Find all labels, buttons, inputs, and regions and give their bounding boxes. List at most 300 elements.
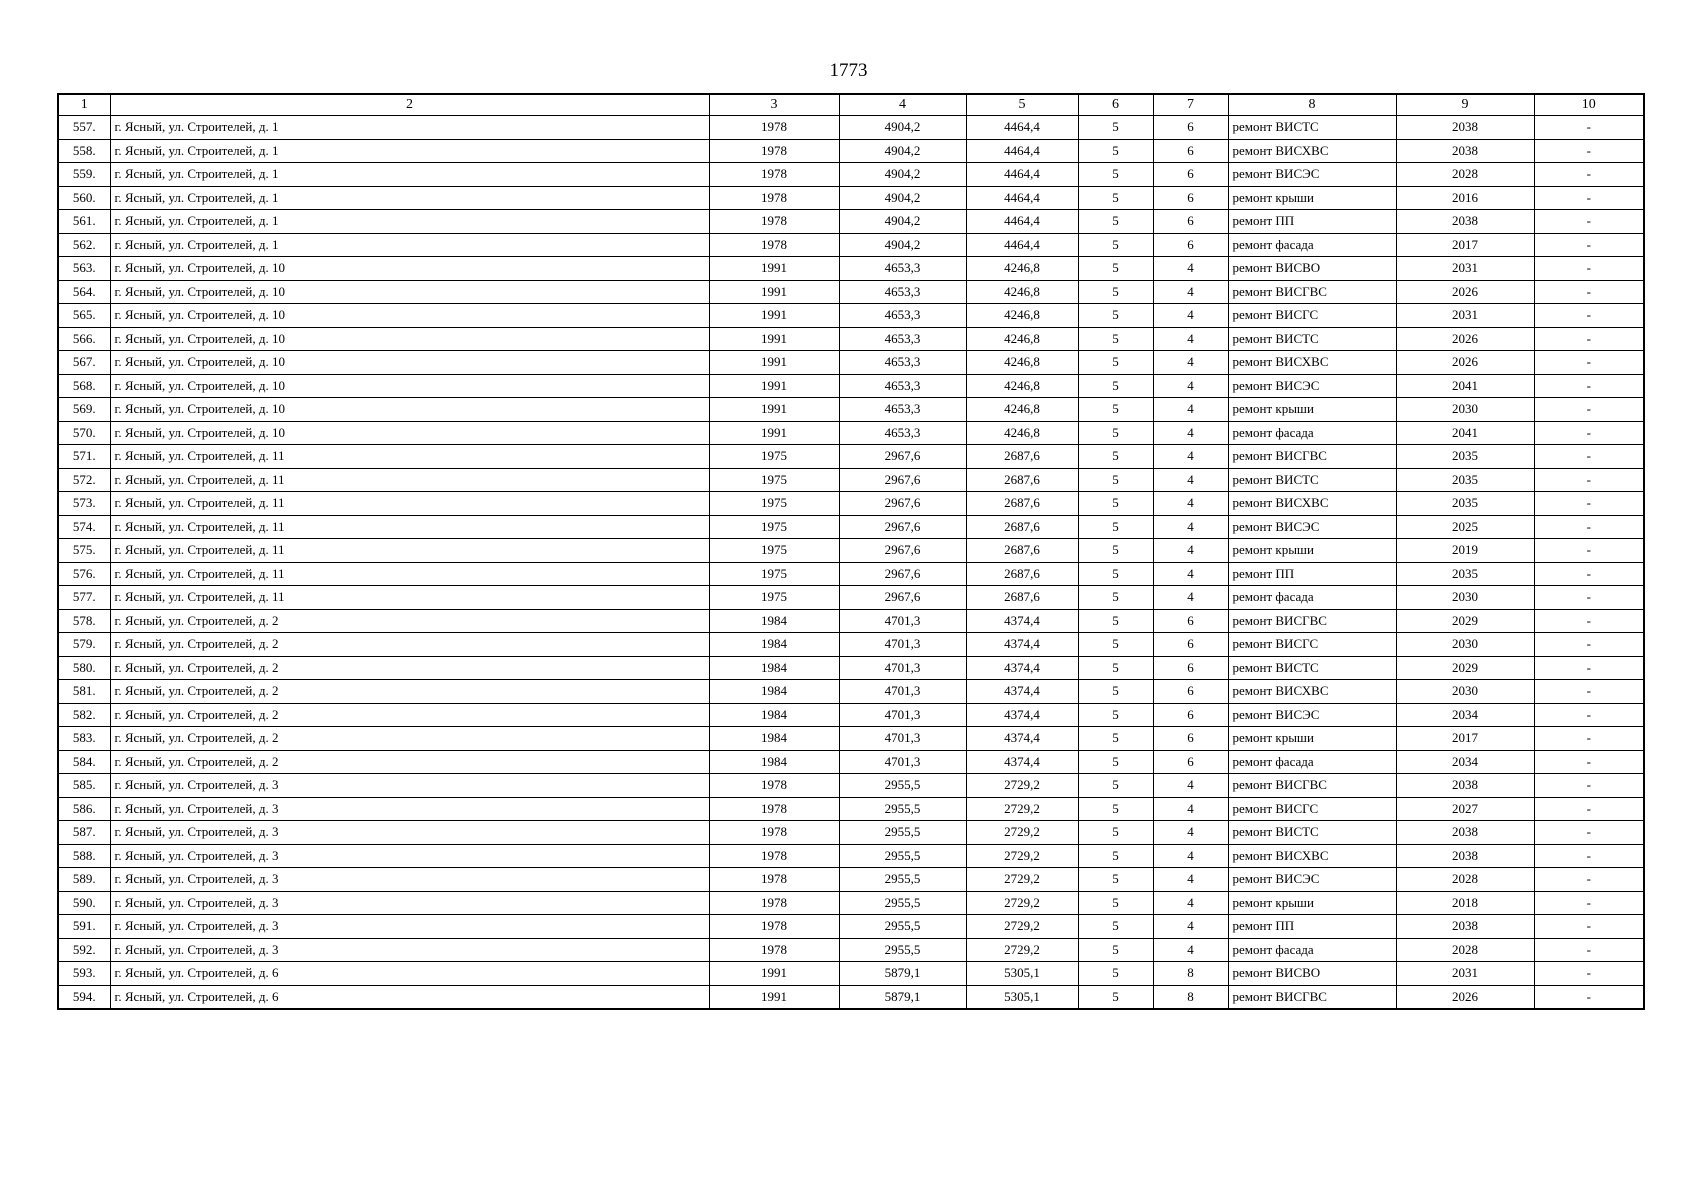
cell-total-area: 2967,6 xyxy=(839,562,966,586)
table-row xyxy=(58,468,1644,492)
cell-planned-year: 2029 xyxy=(1396,609,1534,633)
cell-entrances: 6 xyxy=(1153,750,1228,774)
cell-entrances: 6 xyxy=(1153,186,1228,210)
cell-entrances: 4 xyxy=(1153,868,1228,892)
cell-address: г. Ясный, ул. Строителей, д. 11 xyxy=(110,562,709,586)
cell-entrances: 6 xyxy=(1153,233,1228,257)
table-row xyxy=(58,233,1644,257)
cell-total-area: 2967,6 xyxy=(839,515,966,539)
cell-planned-year: 2025 xyxy=(1396,515,1534,539)
cell-work-type: ремонт ВИСГС xyxy=(1228,797,1396,821)
cell-total-area: 4653,3 xyxy=(839,280,966,304)
cell-row-number: 578. xyxy=(58,609,110,633)
cell-living-area: 2687,6 xyxy=(966,562,1078,586)
table-row xyxy=(58,186,1644,210)
cell-planned-year: 2026 xyxy=(1396,280,1534,304)
table-row xyxy=(58,539,1644,563)
cell-row-number: 558. xyxy=(58,139,110,163)
cell-living-area: 4464,4 xyxy=(966,139,1078,163)
cell-floors: 5 xyxy=(1078,210,1153,234)
cell-floors: 5 xyxy=(1078,539,1153,563)
table-row xyxy=(58,163,1644,187)
cell-entrances: 8 xyxy=(1153,985,1228,1009)
cell-living-area: 4464,4 xyxy=(966,210,1078,234)
cell-floors: 5 xyxy=(1078,515,1153,539)
table-row xyxy=(58,985,1644,1009)
cell-planned-year: 2031 xyxy=(1396,257,1534,281)
cell-note: - xyxy=(1534,868,1644,892)
cell-row-number: 577. xyxy=(58,586,110,610)
cell-work-type: ремонт фасада xyxy=(1228,233,1396,257)
cell-living-area: 2729,2 xyxy=(966,774,1078,798)
cell-row-number: 585. xyxy=(58,774,110,798)
cell-planned-year: 2035 xyxy=(1396,468,1534,492)
table-row xyxy=(58,962,1644,986)
cell-entrances: 4 xyxy=(1153,891,1228,915)
cell-year-built: 1978 xyxy=(709,774,839,798)
cell-floors: 5 xyxy=(1078,421,1153,445)
cell-work-type: ремонт ВИСТС xyxy=(1228,327,1396,351)
cell-address: г. Ясный, ул. Строителей, д. 2 xyxy=(110,750,709,774)
cell-total-area: 4701,3 xyxy=(839,656,966,680)
cell-total-area: 4653,3 xyxy=(839,398,966,422)
column-header: 1 xyxy=(58,94,110,116)
cell-year-built: 1991 xyxy=(709,257,839,281)
cell-floors: 5 xyxy=(1078,680,1153,704)
cell-total-area: 4701,3 xyxy=(839,609,966,633)
cell-note: - xyxy=(1534,515,1644,539)
cell-year-built: 1978 xyxy=(709,821,839,845)
cell-row-number: 594. xyxy=(58,985,110,1009)
cell-year-built: 1991 xyxy=(709,398,839,422)
cell-floors: 5 xyxy=(1078,468,1153,492)
column-header: 4 xyxy=(839,94,966,116)
table-row xyxy=(58,774,1644,798)
cell-year-built: 1978 xyxy=(709,868,839,892)
cell-living-area: 5305,1 xyxy=(966,985,1078,1009)
cell-floors: 5 xyxy=(1078,821,1153,845)
cell-row-number: 587. xyxy=(58,821,110,845)
cell-year-built: 1975 xyxy=(709,468,839,492)
cell-note: - xyxy=(1534,374,1644,398)
cell-year-built: 1978 xyxy=(709,797,839,821)
cell-entrances: 4 xyxy=(1153,586,1228,610)
cell-note: - xyxy=(1534,562,1644,586)
cell-note: - xyxy=(1534,468,1644,492)
cell-address: г. Ясный, ул. Строителей, д. 11 xyxy=(110,445,709,469)
cell-note: - xyxy=(1534,727,1644,751)
cell-note: - xyxy=(1534,821,1644,845)
cell-row-number: 557. xyxy=(58,116,110,140)
cell-note: - xyxy=(1534,304,1644,328)
cell-planned-year: 2038 xyxy=(1396,774,1534,798)
cell-address: г. Ясный, ул. Строителей, д. 1 xyxy=(110,116,709,140)
cell-living-area: 4246,8 xyxy=(966,421,1078,445)
cell-row-number: 588. xyxy=(58,844,110,868)
cell-floors: 5 xyxy=(1078,280,1153,304)
cell-living-area: 2729,2 xyxy=(966,821,1078,845)
table-row xyxy=(58,656,1644,680)
cell-planned-year: 2030 xyxy=(1396,398,1534,422)
cell-living-area: 2687,6 xyxy=(966,515,1078,539)
cell-work-type: ремонт ВИСТС xyxy=(1228,468,1396,492)
cell-floors: 5 xyxy=(1078,374,1153,398)
cell-living-area: 4374,4 xyxy=(966,727,1078,751)
cell-planned-year: 2027 xyxy=(1396,797,1534,821)
cell-address: г. Ясный, ул. Строителей, д. 11 xyxy=(110,492,709,516)
cell-entrances: 4 xyxy=(1153,797,1228,821)
table-row xyxy=(58,680,1644,704)
table-row xyxy=(58,633,1644,657)
cell-total-area: 2955,5 xyxy=(839,821,966,845)
cell-address: г. Ясный, ул. Строителей, д. 10 xyxy=(110,398,709,422)
cell-note: - xyxy=(1534,139,1644,163)
cell-planned-year: 2034 xyxy=(1396,750,1534,774)
cell-year-built: 1975 xyxy=(709,445,839,469)
table-row xyxy=(58,257,1644,281)
cell-row-number: 575. xyxy=(58,539,110,563)
cell-note: - xyxy=(1534,257,1644,281)
cell-entrances: 4 xyxy=(1153,304,1228,328)
cell-entrances: 4 xyxy=(1153,421,1228,445)
cell-entrances: 6 xyxy=(1153,609,1228,633)
cell-total-area: 2967,6 xyxy=(839,445,966,469)
cell-total-area: 2967,6 xyxy=(839,586,966,610)
cell-living-area: 4464,4 xyxy=(966,233,1078,257)
cell-entrances: 4 xyxy=(1153,821,1228,845)
cell-floors: 5 xyxy=(1078,257,1153,281)
column-header: 7 xyxy=(1153,94,1228,116)
cell-work-type: ремонт ВИСГВС xyxy=(1228,774,1396,798)
cell-floors: 5 xyxy=(1078,163,1153,187)
cell-total-area: 4904,2 xyxy=(839,116,966,140)
cell-total-area: 4904,2 xyxy=(839,139,966,163)
table-row xyxy=(58,938,1644,962)
cell-row-number: 566. xyxy=(58,327,110,351)
cell-work-type: ремонт ВИСЭС xyxy=(1228,515,1396,539)
cell-year-built: 1984 xyxy=(709,703,839,727)
cell-entrances: 6 xyxy=(1153,116,1228,140)
cell-work-type: ремонт ВИСГС xyxy=(1228,304,1396,328)
cell-note: - xyxy=(1534,703,1644,727)
cell-entrances: 4 xyxy=(1153,445,1228,469)
cell-address: г. Ясный, ул. Строителей, д. 11 xyxy=(110,539,709,563)
cell-living-area: 2729,2 xyxy=(966,844,1078,868)
cell-planned-year: 2030 xyxy=(1396,633,1534,657)
cell-entrances: 4 xyxy=(1153,539,1228,563)
cell-planned-year: 2035 xyxy=(1396,492,1534,516)
cell-floors: 5 xyxy=(1078,915,1153,939)
cell-entrances: 4 xyxy=(1153,327,1228,351)
cell-floors: 5 xyxy=(1078,139,1153,163)
cell-address: г. Ясный, ул. Строителей, д. 3 xyxy=(110,797,709,821)
cell-work-type: ремонт ВИСВО xyxy=(1228,257,1396,281)
cell-total-area: 4701,3 xyxy=(839,703,966,727)
cell-floors: 5 xyxy=(1078,844,1153,868)
cell-year-built: 1978 xyxy=(709,210,839,234)
cell-address: г. Ясный, ул. Строителей, д. 11 xyxy=(110,586,709,610)
cell-planned-year: 2030 xyxy=(1396,586,1534,610)
cell-year-built: 1991 xyxy=(709,280,839,304)
cell-work-type: ремонт ВИСХВС xyxy=(1228,139,1396,163)
cell-note: - xyxy=(1534,327,1644,351)
cell-living-area: 4246,8 xyxy=(966,304,1078,328)
cell-entrances: 4 xyxy=(1153,257,1228,281)
cell-row-number: 579. xyxy=(58,633,110,657)
cell-row-number: 572. xyxy=(58,468,110,492)
cell-work-type: ремонт ВИСЭС xyxy=(1228,868,1396,892)
cell-row-number: 568. xyxy=(58,374,110,398)
cell-total-area: 4904,2 xyxy=(839,233,966,257)
cell-work-type: ремонт ПП xyxy=(1228,915,1396,939)
cell-address: г. Ясный, ул. Строителей, д. 10 xyxy=(110,327,709,351)
cell-address: г. Ясный, ул. Строителей, д. 10 xyxy=(110,257,709,281)
cell-row-number: 576. xyxy=(58,562,110,586)
cell-total-area: 4653,3 xyxy=(839,374,966,398)
cell-row-number: 591. xyxy=(58,915,110,939)
cell-work-type: ремонт фасада xyxy=(1228,938,1396,962)
cell-floors: 5 xyxy=(1078,703,1153,727)
cell-address: г. Ясный, ул. Строителей, д. 11 xyxy=(110,468,709,492)
cell-floors: 5 xyxy=(1078,586,1153,610)
cell-total-area: 5879,1 xyxy=(839,962,966,986)
cell-entrances: 4 xyxy=(1153,492,1228,516)
table-row xyxy=(58,280,1644,304)
cell-year-built: 1975 xyxy=(709,515,839,539)
cell-address: г. Ясный, ул. Строителей, д. 2 xyxy=(110,633,709,657)
page-number: 1773 xyxy=(829,60,868,81)
cell-address: г. Ясный, ул. Строителей, д. 10 xyxy=(110,374,709,398)
cell-living-area: 4246,8 xyxy=(966,374,1078,398)
cell-entrances: 6 xyxy=(1153,139,1228,163)
table-row xyxy=(58,797,1644,821)
cell-entrances: 4 xyxy=(1153,280,1228,304)
cell-total-area: 4653,3 xyxy=(839,304,966,328)
cell-floors: 5 xyxy=(1078,633,1153,657)
cell-work-type: ремонт крыши xyxy=(1228,398,1396,422)
cell-planned-year: 2016 xyxy=(1396,186,1534,210)
cell-note: - xyxy=(1534,797,1644,821)
cell-address: г. Ясный, ул. Строителей, д. 3 xyxy=(110,915,709,939)
cell-year-built: 1991 xyxy=(709,421,839,445)
cell-work-type: ремонт ВИСХВС xyxy=(1228,844,1396,868)
cell-floors: 5 xyxy=(1078,186,1153,210)
cell-address: г. Ясный, ул. Строителей, д. 1 xyxy=(110,233,709,257)
cell-address: г. Ясный, ул. Строителей, д. 11 xyxy=(110,515,709,539)
table-row xyxy=(58,703,1644,727)
cell-address: г. Ясный, ул. Строителей, д. 2 xyxy=(110,680,709,704)
cell-address: г. Ясный, ул. Строителей, д. 10 xyxy=(110,421,709,445)
cell-total-area: 2967,6 xyxy=(839,539,966,563)
cell-work-type: ремонт ВИСЭС xyxy=(1228,163,1396,187)
cell-row-number: 581. xyxy=(58,680,110,704)
cell-living-area: 4246,8 xyxy=(966,327,1078,351)
table-row xyxy=(58,445,1644,469)
cell-planned-year: 2038 xyxy=(1396,844,1534,868)
cell-planned-year: 2018 xyxy=(1396,891,1534,915)
cell-year-built: 1978 xyxy=(709,116,839,140)
cell-floors: 5 xyxy=(1078,962,1153,986)
column-header: 2 xyxy=(110,94,709,116)
cell-address: г. Ясный, ул. Строителей, д. 3 xyxy=(110,938,709,962)
cell-total-area: 2955,5 xyxy=(839,915,966,939)
cell-entrances: 8 xyxy=(1153,962,1228,986)
cell-total-area: 2955,5 xyxy=(839,844,966,868)
cell-year-built: 1984 xyxy=(709,750,839,774)
table-row xyxy=(58,562,1644,586)
cell-row-number: 560. xyxy=(58,186,110,210)
cell-row-number: 569. xyxy=(58,398,110,422)
cell-entrances: 4 xyxy=(1153,351,1228,375)
cell-planned-year: 2038 xyxy=(1396,821,1534,845)
cell-total-area: 4653,3 xyxy=(839,257,966,281)
table-row xyxy=(58,821,1644,845)
cell-year-built: 1978 xyxy=(709,233,839,257)
cell-work-type: ремонт ВИСЭС xyxy=(1228,374,1396,398)
cell-note: - xyxy=(1534,750,1644,774)
cell-living-area: 4246,8 xyxy=(966,257,1078,281)
cell-planned-year: 2041 xyxy=(1396,421,1534,445)
table-row xyxy=(58,727,1644,751)
cell-total-area: 5879,1 xyxy=(839,985,966,1009)
cell-address: г. Ясный, ул. Строителей, д. 3 xyxy=(110,868,709,892)
cell-total-area: 4904,2 xyxy=(839,163,966,187)
cell-work-type: ремонт фасада xyxy=(1228,750,1396,774)
cell-total-area: 4701,3 xyxy=(839,680,966,704)
cell-work-type: ремонт ПП xyxy=(1228,562,1396,586)
cell-row-number: 562. xyxy=(58,233,110,257)
cell-entrances: 6 xyxy=(1153,703,1228,727)
cell-note: - xyxy=(1534,163,1644,187)
table-row xyxy=(58,891,1644,915)
cell-living-area: 2687,6 xyxy=(966,539,1078,563)
cell-work-type: ремонт ВИСГВС xyxy=(1228,445,1396,469)
cell-year-built: 1978 xyxy=(709,915,839,939)
cell-planned-year: 2026 xyxy=(1396,327,1534,351)
cell-note: - xyxy=(1534,351,1644,375)
cell-address: г. Ясный, ул. Строителей, д. 6 xyxy=(110,962,709,986)
cell-entrances: 4 xyxy=(1153,398,1228,422)
cell-floors: 5 xyxy=(1078,327,1153,351)
table-row xyxy=(58,750,1644,774)
cell-row-number: 593. xyxy=(58,962,110,986)
cell-work-type: ремонт ВИСХВС xyxy=(1228,492,1396,516)
table-body xyxy=(58,116,1644,1009)
cell-address: г. Ясный, ул. Строителей, д. 1 xyxy=(110,139,709,163)
cell-work-type: ремонт ВИСХВС xyxy=(1228,680,1396,704)
cell-entrances: 6 xyxy=(1153,656,1228,680)
cell-year-built: 1975 xyxy=(709,539,839,563)
cell-year-built: 1975 xyxy=(709,562,839,586)
cell-entrances: 4 xyxy=(1153,774,1228,798)
cell-address: г. Ясный, ул. Строителей, д. 6 xyxy=(110,985,709,1009)
cell-work-type: ремонт ВИСЭС xyxy=(1228,703,1396,727)
cell-living-area: 4374,4 xyxy=(966,609,1078,633)
cell-planned-year: 2028 xyxy=(1396,868,1534,892)
table-row xyxy=(58,586,1644,610)
cell-living-area: 2729,2 xyxy=(966,938,1078,962)
cell-note: - xyxy=(1534,586,1644,610)
cell-floors: 5 xyxy=(1078,351,1153,375)
cell-planned-year: 2041 xyxy=(1396,374,1534,398)
cell-row-number: 574. xyxy=(58,515,110,539)
cell-year-built: 1991 xyxy=(709,985,839,1009)
cell-address: г. Ясный, ул. Строителей, д. 2 xyxy=(110,703,709,727)
cell-row-number: 573. xyxy=(58,492,110,516)
cell-row-number: 559. xyxy=(58,163,110,187)
cell-note: - xyxy=(1534,398,1644,422)
cell-planned-year: 2030 xyxy=(1396,680,1534,704)
cell-entrances: 4 xyxy=(1153,562,1228,586)
cell-living-area: 4374,4 xyxy=(966,633,1078,657)
cell-planned-year: 2038 xyxy=(1396,116,1534,140)
cell-work-type: ремонт ВИСТС xyxy=(1228,821,1396,845)
cell-address: г. Ясный, ул. Строителей, д. 2 xyxy=(110,656,709,680)
cell-work-type: ремонт ВИСГВС xyxy=(1228,985,1396,1009)
cell-floors: 5 xyxy=(1078,938,1153,962)
cell-entrances: 6 xyxy=(1153,163,1228,187)
cell-year-built: 1978 xyxy=(709,844,839,868)
cell-entrances: 4 xyxy=(1153,844,1228,868)
cell-note: - xyxy=(1534,280,1644,304)
cell-row-number: 592. xyxy=(58,938,110,962)
cell-living-area: 2729,2 xyxy=(966,915,1078,939)
cell-planned-year: 2031 xyxy=(1396,962,1534,986)
cell-work-type: ремонт ВИСХВС xyxy=(1228,351,1396,375)
cell-note: - xyxy=(1534,539,1644,563)
table-row xyxy=(58,609,1644,633)
cell-total-area: 2967,6 xyxy=(839,492,966,516)
cell-address: г. Ясный, ул. Строителей, д. 3 xyxy=(110,821,709,845)
cell-total-area: 2955,5 xyxy=(839,797,966,821)
cell-note: - xyxy=(1534,186,1644,210)
table-row xyxy=(58,374,1644,398)
cell-planned-year: 2035 xyxy=(1396,562,1534,586)
cell-note: - xyxy=(1534,774,1644,798)
cell-year-built: 1991 xyxy=(709,327,839,351)
cell-year-built: 1991 xyxy=(709,304,839,328)
table-row xyxy=(58,492,1644,516)
cell-planned-year: 2026 xyxy=(1396,985,1534,1009)
cell-living-area: 2687,6 xyxy=(966,468,1078,492)
cell-living-area: 4374,4 xyxy=(966,680,1078,704)
cell-row-number: 589. xyxy=(58,868,110,892)
column-number-row xyxy=(58,94,1644,116)
cell-planned-year: 2026 xyxy=(1396,351,1534,375)
cell-total-area: 4653,3 xyxy=(839,327,966,351)
cell-work-type: ремонт ВИСВО xyxy=(1228,962,1396,986)
cell-note: - xyxy=(1534,492,1644,516)
table-row xyxy=(58,398,1644,422)
column-header: 8 xyxy=(1228,94,1396,116)
cell-floors: 5 xyxy=(1078,797,1153,821)
cell-year-built: 1978 xyxy=(709,938,839,962)
cell-work-type: ремонт ВИСГВС xyxy=(1228,609,1396,633)
cell-planned-year: 2028 xyxy=(1396,938,1534,962)
cell-address: г. Ясный, ул. Строителей, д. 10 xyxy=(110,351,709,375)
cell-work-type: ремонт крыши xyxy=(1228,539,1396,563)
cell-year-built: 1978 xyxy=(709,186,839,210)
cell-address: г. Ясный, ул. Строителей, д. 3 xyxy=(110,844,709,868)
cell-address: г. Ясный, ул. Строителей, д. 2 xyxy=(110,609,709,633)
cell-row-number: 583. xyxy=(58,727,110,751)
cell-entrances: 6 xyxy=(1153,680,1228,704)
cell-work-type: ремонт крыши xyxy=(1228,891,1396,915)
cell-floors: 5 xyxy=(1078,233,1153,257)
cell-entrances: 4 xyxy=(1153,515,1228,539)
cell-note: - xyxy=(1534,421,1644,445)
cell-floors: 5 xyxy=(1078,609,1153,633)
